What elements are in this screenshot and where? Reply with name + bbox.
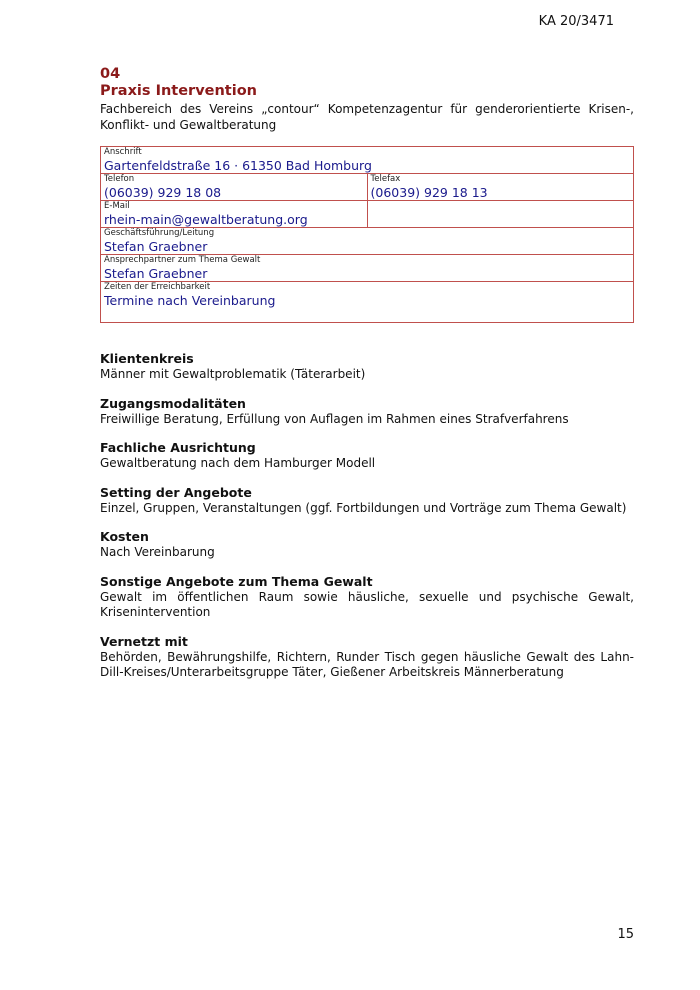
document-id: KA 20/3471: [538, 14, 614, 29]
fax-cell: [367, 174, 634, 201]
section-text: Männer mit Gewaltproblematik (Täterarbeit): [100, 367, 366, 381]
contact-person-label: Ansprechpartner zum Thema Gewalt: [104, 255, 261, 265]
section-heading: Sonstige Angebote zum Thema Gewalt: [100, 573, 373, 589]
section-zugangsmodalitaeten: [100, 396, 634, 428]
hours-label: Zeiten der Erreichbarkeit: [104, 282, 211, 292]
entry-number: 04: [100, 66, 121, 82]
section-heading: Kosten: [100, 529, 149, 544]
section-text: Freiwillige Beratung, Erfüllung von Auflagen im Rahmen eines Strafverfahrens: [100, 411, 569, 426]
email-cell: [101, 201, 368, 228]
sections: [100, 351, 634, 694]
contact-table: [100, 146, 634, 323]
entry-heading: [100, 66, 634, 133]
hours-value: Termine nach Vereinbarung: [104, 293, 276, 308]
email-row: [101, 201, 634, 228]
hours-cell: [101, 282, 634, 323]
management-row: [101, 228, 634, 255]
section-kosten: [100, 529, 634, 561]
section-text: Gewaltberatung nach dem Hamburger Modell: [100, 456, 376, 470]
contact-person-cell: [101, 255, 634, 282]
section-sonstige-angebote: [100, 574, 634, 621]
empty-cell: [367, 201, 634, 228]
email-value: rhein-main@gewaltberatung.org: [104, 212, 308, 227]
management-cell: [101, 228, 634, 255]
address-value: Gartenfeldstraße 16 · 61350 Bad Homburg: [104, 158, 372, 173]
fax-value: (06039) 929 18 13: [370, 185, 488, 200]
phone-cell: [101, 174, 368, 201]
section-setting: [100, 485, 634, 517]
page-number: 15: [617, 927, 634, 942]
hours-row: [101, 282, 634, 323]
email-label: E-Mail: [104, 201, 130, 211]
phone-fax-row: [101, 174, 634, 201]
entry-subtitle: Fachbereich des Vereins „contour“ Kompetenzagentur für genderorientierte Krisen-, Konflikt- und Gewaltberatung: [100, 102, 634, 132]
section-klientenkreis: [100, 351, 634, 383]
address-cell: [101, 147, 634, 174]
section-fachliche-ausrichtung: [100, 440, 634, 472]
fax-label: Telefax: [370, 174, 401, 184]
section-heading: Klientenkreis: [100, 351, 194, 366]
section-text: Einzel, Gruppen, Veranstaltungen (ggf. Fortbildungen und Vorträge zum Thema Gewalt): [100, 500, 627, 515]
contact-person-value: Stefan Graebner: [104, 266, 208, 281]
section-text: Nach Vereinbarung: [100, 545, 215, 559]
section-vernetzt-mit: [100, 634, 634, 681]
section-text: Behörden, Bewährungshilfe, Richtern, Runder Tisch gegen häusliche Gewalt des Lahn-Dill-Kreises/Unterarbeitsgruppe Täter, Gießener Arbeitskreis Männerberatung: [100, 649, 634, 679]
phone-label: Telefon: [104, 174, 135, 184]
management-label: Geschäftsführung/Leitung: [104, 228, 215, 238]
phone-value: (06039) 929 18 08: [104, 185, 222, 200]
entry-title: Praxis Intervention: [100, 83, 257, 99]
management-value: Stefan Graebner: [104, 239, 208, 254]
section-text: Gewalt im öffentlichen Raum sowie häusliche, sexuelle und psychische Gewalt, Krisenintervention: [100, 589, 634, 619]
section-heading: Fachliche Ausrichtung: [100, 440, 256, 455]
section-heading: Zugangsmodalitäten: [100, 395, 246, 411]
address-label: Anschrift: [104, 147, 142, 157]
section-heading: Vernetzt mit: [100, 633, 188, 649]
address-row: [101, 147, 634, 174]
section-heading: Setting der Angebote: [100, 484, 252, 500]
contact-person-row: [101, 255, 634, 282]
